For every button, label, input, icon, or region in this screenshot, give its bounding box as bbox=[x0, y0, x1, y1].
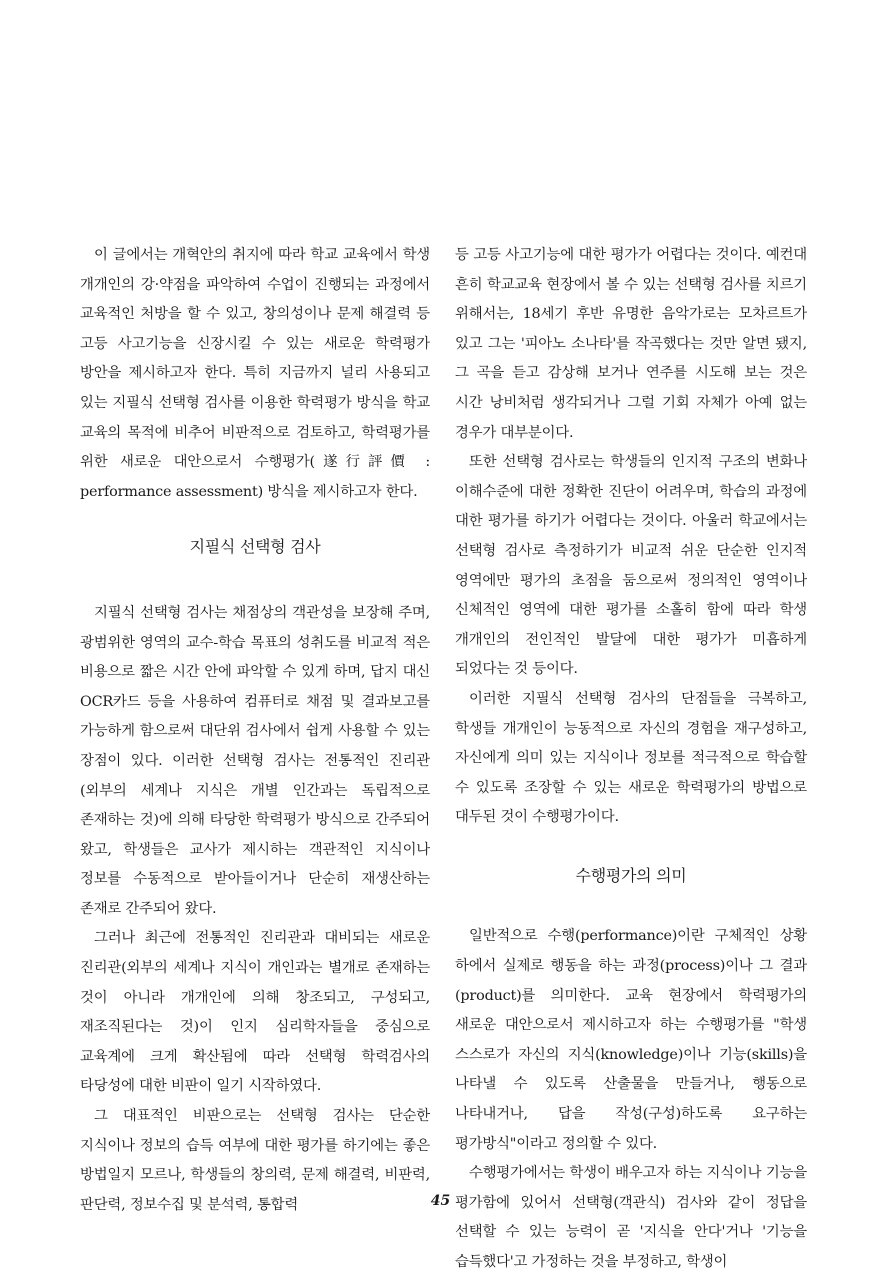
body-paragraph: 수행평가에서는 학생이 배우고자 하는 지식이나 기능을 평가함에 있어서 선택형(객관식) 검사와 같이 정답을 선택할 수 있는 능력이 곧 '지식을 안다'거나 '기능을 습득했다'고 가정하는 것을 부정하고, 학생이 bbox=[455, 1165, 807, 1270]
section-heading-performance-meaning: 수행평가의 의미 bbox=[575, 865, 687, 885]
body-paragraph: 이러한 지필식 선택형 검사의 단점들을 극복하고, 학생들 개개인이 능동적으로 자신의 경험을 재구성하고, 자신에게 의미 있는 지식이나 정보를 적극적으로 학습할 수 있도록 조장할 수 있는 새로운 학력평가의 방법으로 대두된 것이 수행평가이다. bbox=[455, 690, 807, 826]
section-heading-multiple-choice: 지필식 선택형 검사 bbox=[189, 537, 321, 557]
page-number: 45 bbox=[430, 1193, 451, 1209]
intro-paragraph: 이 글에서는 개혁안의 취지에 따라 학교 교육에서 학생 개개인의 강·약점을 파악하여 수업이 진행되는 과정에서 교육적인 처방을 할 수 있고, 창의성이나 문제 해결력 등 고등 사고기능을 신장시킬 수 있는 새로운 학력평가 방안을 제시하고자 한다. 특히 지금까지 널리 사용되고 있는 지필식 선택형 검사를 이용한 학력평가 방식을 학교 교육의 목적에 비추어 비판적으로 검토하고, 학력평가를 위한 새로운 대안으로서 수행평가(遂行評價 : performance assessment) 방식을 제시하고자 한다. bbox=[80, 247, 430, 500]
body-paragraph: 지필식 선택형 검사는 채점상의 객관성을 보장해 주며, 광범위한 영역의 교수-학습 목표의 성취도를 비교적 적은 비용으로 짧은 시간 안에 파악할 수 있게 하며, 답지 대신 OCR카드 등을 사용하여 컴퓨터로 채점 및 결과보고를 가능하게 함으로써 대단위 검사에서 쉽게 사용할 수 있는 장점이 있다. 이러한 선택형 검사는 전통적인 진리관(외부의 세계나 지식은 개별 인간과는 독립적으로 존재하는 것)에 의해 타당한 학력평가 방식으로 간주되어 왔고, 학생들은 교사가 제시하는 객관적인 지식이나 정보를 수동적으로 받아들이거나 단순히 재생산하는 존재로 간주되어 왔다. bbox=[80, 604, 430, 917]
right-column bbox=[455, 241, 807, 1278]
continued-paragraph: 등 고등 사고기능에 대한 평가가 어렵다는 것이다. 예컨대 흔히 학교교육 현장에서 볼 수 있는 선택형 검사를 치르기 위해서는, 18세기 후반 유명한 음악가로는 모차르트가 있고 그는 '피아노 소나타'를 작곡했다는 것만 알면 됐지, 그 곡을 듣고 감상해 보거나 연주를 시도해 보는 것은 시간 낭비처럼 생각되거나 그럴 기회 자체가 아예 없는 경우가 대부분이다. bbox=[455, 247, 807, 441]
body-paragraph: 또한 선택형 검사로는 학생들의 인지적 구조의 변화나 이해수준에 대한 정확한 진단이 어려우며, 학습의 과정에 대한 평가를 하기가 어렵다는 것이다. 아울러 학교에서는 선택형 검사로 측정하기가 비교적 쉬운 단순한 인지적 영역에만 평가의 초점을 둠으로써 정의적인 영역이나 신체적인 영역에 대한 평가를 소홀히 함에 따라 학생 개개인의 전인적인 발달에 대한 평가가 미흡하게 되었다는 것 등이다. bbox=[455, 454, 807, 678]
left-column bbox=[80, 241, 430, 1220]
body-paragraph: 그러나 최근에 전통적인 진리관과 대비되는 새로운 진리관(외부의 세계나 지식이 개인과는 별개로 존재하는 것이 아니라 개개인에 의해 창조되고, 구성되고, 재조직된다는 것)이 인지 심리학자들을 중심으로 교육계에 크게 확산됨에 따라 선택형 학력검사의 타당성에 대한 비판이 일기 시작하였다. bbox=[80, 930, 430, 1095]
body-paragraph: 일반적으로 수행(performance)이란 구체적인 상황 하에서 실제로 행동을 하는 과정(process)이나 그 결과(product)를 의미한다. 교육 현장에서 학력평가의 새로운 대안으로서 제시하고자 하는 수행평가를 "학생 스스로가 자신의 지식(knowledge)이나 기능(skills)을 나타낼 수 있도록 산출물을 만들거나, 행동으로 나타내거나, 답을 작성(구성)하도록 요구하는 평가방식"이라고 정의할 수 있다. bbox=[455, 928, 807, 1152]
body-paragraph: 그 대표적인 비판으로는 선택형 검사는 단순한 지식이나 정보의 습득 여부에 대한 평가를 하기에는 좋은 방법일지 모르나, 학생들의 창의력, 문제 해결력, 비판력, 판단력, 정보수집 및 분석력, 통합력 bbox=[80, 1108, 430, 1213]
